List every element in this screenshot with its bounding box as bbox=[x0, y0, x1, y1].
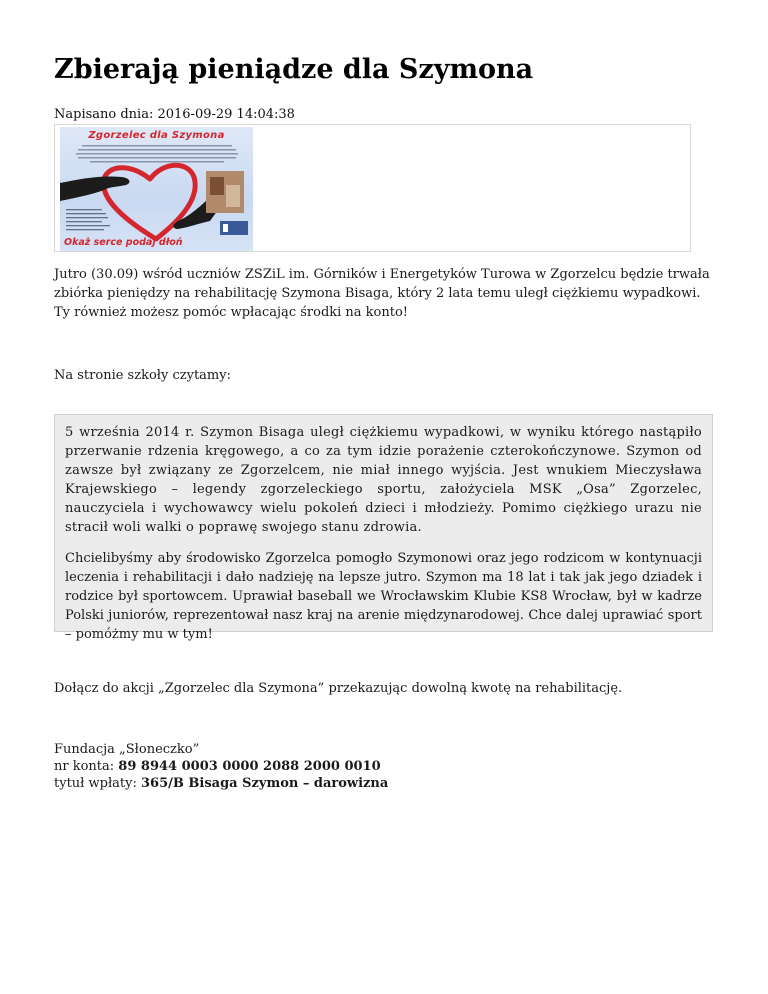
call-to-action: Dołącz do akcji „Zgorzelec dla Szymona” przekazując dowolną kwotę na rehabilitację. bbox=[54, 681, 623, 696]
publish-date: Napisano dnia: 2016-09-29 14:04:38 bbox=[54, 107, 295, 122]
transfer-title-label: tytuł wpłaty: bbox=[54, 776, 137, 791]
transfer-title-row bbox=[54, 775, 388, 792]
account-number[interactable]: 89 8944 0003 0000 2088 2000 0010 bbox=[118, 759, 381, 774]
poster-text-lines bbox=[76, 145, 238, 163]
article-image-frame bbox=[54, 124, 691, 252]
campaign-poster-image[interactable] bbox=[60, 127, 253, 251]
account-row bbox=[54, 758, 388, 775]
school-quote-block bbox=[54, 414, 713, 642]
poster-graphic bbox=[60, 127, 253, 251]
page-title: Zbierają pieniądze dla Szymona bbox=[54, 54, 534, 85]
left-hand-icon bbox=[60, 176, 129, 201]
poster-title: Zgorzelec dla Szymona bbox=[88, 130, 225, 141]
quote-paragraph: 5 września 2014 r. Szymon Bisaga uległ ciężkiemu wypadkowi, w wyniku którego nastąpiło przerwanie rdzenia kręgowego, a co za tym idzie porażenie czterokończynowe. Szymon od zawsze był związany ze Zgorzelcem, nie miał innego wyjścia. Jest wnukiem Mieczysława Krajewskiego – legendy zgorzeleckiego sportu, założyciela MSK „Osa” Zgorzelec, nauczyciela i wychowawcy wielu pokoleń dzieci i młodzieży. Pomimo ciężkiego urazu nie stracił woli walki o poprawę swojego stanu zdrowia. bbox=[65, 425, 702, 535]
foundation-name: Fundacja „Słoneczko” bbox=[54, 742, 200, 757]
poster-contact-lines bbox=[66, 209, 110, 230]
quote-paragraph: Chcielibyśmy aby środowisko Zgorzelca pomogło Szymonowi oraz jego rodzicom w kontynuacji leczenia i rehabilitacji i dało nadzieję na lepsze jutro. Szymon ma 18 lat i tak jak jego dziadek i rodzice był sportowcem. Uprawiał baseball we Wrocławskim Klubie KS8 Wrocław, był w kadrze Polski juniorów, reprezentował nasz kraj na arenie międzynarodowej. Chce dalej uprawiać sport – pomóżmy mu w tym! bbox=[65, 551, 702, 642]
donation-details bbox=[54, 741, 388, 792]
quote-lead-in: Na stronie szkoły czytamy: bbox=[54, 368, 231, 383]
intro-paragraph: Jutro (30.09) wśród uczniów ZSZiL im. Górników i Energetyków Turowa w Zgorzelcu będzie trwała zbiórka pieniędzy na rehabilitację Szymona Bisaga, który 2 lata temu uległ ciężkiemu wypadkowi. Ty również możesz pomóc wpłacając środki na konto! bbox=[54, 267, 710, 320]
poster-slogan: Okaż serce podaj dłoń bbox=[64, 237, 183, 248]
transfer-title[interactable]: 365/B Bisaga Szymon – darowizna bbox=[141, 776, 389, 791]
account-label: nr konta: bbox=[54, 759, 115, 774]
